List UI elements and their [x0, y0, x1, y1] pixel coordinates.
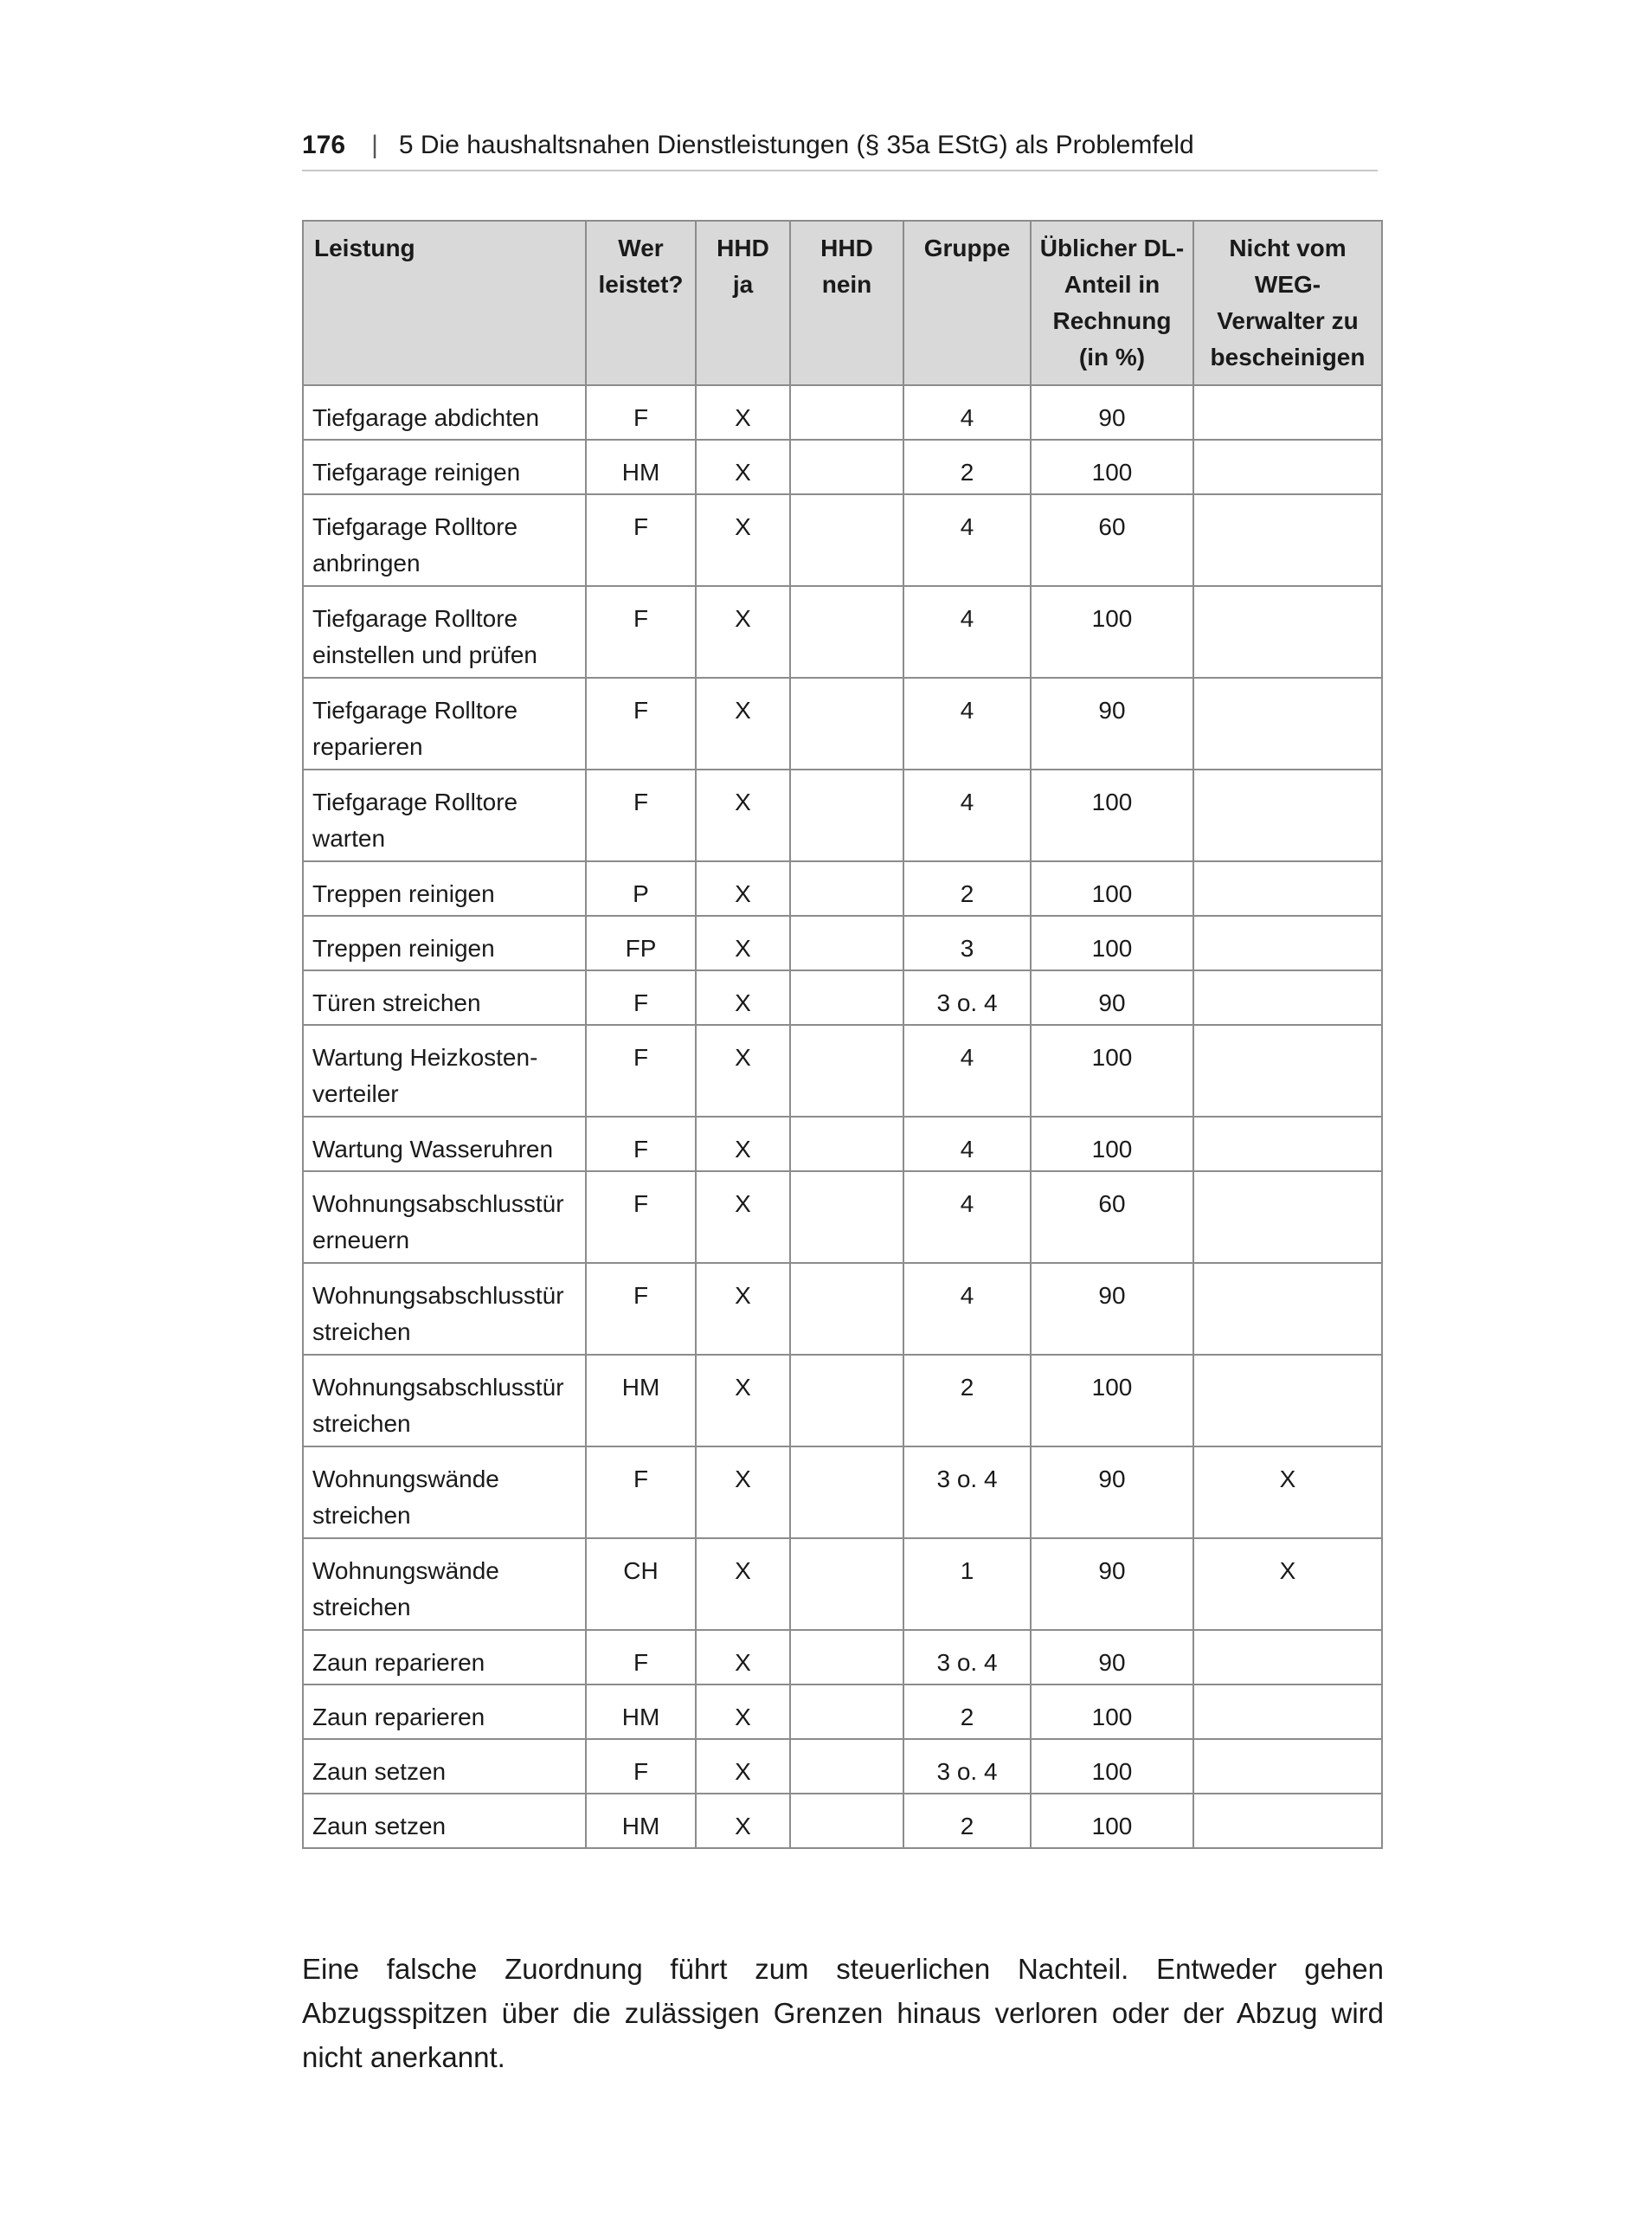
- cell-leistung: Zaun setzen: [303, 1794, 586, 1848]
- cell-wer-leistet: F: [586, 678, 696, 770]
- cell-gruppe: 4: [903, 770, 1031, 861]
- cell-hhd-ja: X: [696, 1794, 790, 1848]
- cell-hhd-ja: X: [696, 494, 790, 586]
- cell-leistung: Wohnungsabschlusstür streichen: [303, 1355, 586, 1446]
- cell-gruppe: 3 o. 4: [903, 1630, 1031, 1685]
- cell-gruppe: 2: [903, 1685, 1031, 1739]
- cell-gruppe: 3 o. 4: [903, 970, 1031, 1025]
- cell-leistung: Wohnungsabschlusstür erneuern: [303, 1171, 586, 1263]
- cell-hhd-nein: [790, 1355, 903, 1446]
- table-row: [303, 1538, 1382, 1630]
- cell-hhd-nein: [790, 770, 903, 861]
- cell-dl-anteil: 90: [1031, 1446, 1193, 1538]
- cell-wer-leistet: F: [586, 1025, 696, 1117]
- cell-hhd-ja: X: [696, 1263, 790, 1355]
- table-row: [303, 385, 1382, 440]
- table-row: [303, 1794, 1382, 1848]
- cell-gruppe: 2: [903, 1355, 1031, 1446]
- cell-hhd-nein: [790, 1171, 903, 1263]
- cell-wer-leistet: F: [586, 1630, 696, 1685]
- cell-nicht-weg: [1193, 494, 1382, 586]
- cell-leistung: Zaun setzen: [303, 1739, 586, 1794]
- cell-hhd-ja: X: [696, 678, 790, 770]
- cell-leistung: Zaun reparieren: [303, 1630, 586, 1685]
- column-header-gruppe: Gruppe: [903, 221, 1031, 385]
- cell-hhd-ja: X: [696, 916, 790, 970]
- cell-nicht-weg: [1193, 970, 1382, 1025]
- cell-wer-leistet: F: [586, 494, 696, 586]
- cell-dl-anteil: 90: [1031, 385, 1193, 440]
- cell-hhd-ja: X: [696, 1739, 790, 1794]
- table-row: [303, 1263, 1382, 1355]
- cell-leistung: Wohnungsabschlusstür streichen: [303, 1263, 586, 1355]
- cell-wer-leistet: HM: [586, 1794, 696, 1848]
- cell-hhd-nein: [790, 494, 903, 586]
- cell-leistung: Wartung Wasseruhren: [303, 1117, 586, 1171]
- cell-wer-leistet: F: [586, 1446, 696, 1538]
- cell-gruppe: 1: [903, 1538, 1031, 1630]
- cell-leistung: Wohnungswände streichen: [303, 1538, 586, 1630]
- table-row: [303, 1171, 1382, 1263]
- cell-leistung: Treppen reinigen: [303, 916, 586, 970]
- table-row: [303, 1355, 1382, 1446]
- cell-nicht-weg: [1193, 1025, 1382, 1117]
- chapter-title: 5 Die haushaltsnahen Dienstleistungen (§ 35a EStG) als Problemfeld: [398, 131, 1194, 159]
- cell-nicht-weg: [1193, 1739, 1382, 1794]
- cell-gruppe: 3 o. 4: [903, 1446, 1031, 1538]
- cell-hhd-ja: X: [696, 770, 790, 861]
- cell-dl-anteil: 100: [1031, 916, 1193, 970]
- cell-hhd-ja: X: [696, 1685, 790, 1739]
- cell-wer-leistet: HM: [586, 1685, 696, 1739]
- cell-nicht-weg: [1193, 440, 1382, 494]
- cell-hhd-nein: [790, 1263, 903, 1355]
- cell-dl-anteil: 100: [1031, 1025, 1193, 1117]
- cell-nicht-weg: [1193, 916, 1382, 970]
- column-header-hhd-nein: HHD nein: [790, 221, 903, 385]
- cell-hhd-nein: [790, 1794, 903, 1848]
- cell-leistung: Tiefgarage reinigen: [303, 440, 586, 494]
- column-header-hhd-ja: HHD ja: [696, 221, 790, 385]
- cell-wer-leistet: P: [586, 861, 696, 916]
- cell-hhd-nein: [790, 1446, 903, 1538]
- table-row: [303, 1446, 1382, 1538]
- cell-hhd-ja: X: [696, 385, 790, 440]
- cell-dl-anteil: 100: [1031, 861, 1193, 916]
- cell-hhd-nein: [790, 970, 903, 1025]
- cell-gruppe: 2: [903, 440, 1031, 494]
- cell-gruppe: 4: [903, 494, 1031, 586]
- cell-hhd-ja: X: [696, 1446, 790, 1538]
- table-row: [303, 586, 1382, 678]
- cell-hhd-ja: X: [696, 861, 790, 916]
- body-paragraph: Eine falsche Zuordnung führt zum steuerlichen Nachteil. Entweder gehen Abzugsspitzen über die zulässigen Grenzen hinaus verloren oder der Abzug wird nicht anerkannt.: [302, 1953, 1384, 2073]
- cell-leistung: Tiefgarage Rolltore reparieren: [303, 678, 586, 770]
- cell-dl-anteil: 90: [1031, 1630, 1193, 1685]
- cell-hhd-ja: X: [696, 1538, 790, 1630]
- cell-hhd-nein: [790, 440, 903, 494]
- cell-leistung: Tiefgarage Rolltore anbringen: [303, 494, 586, 586]
- column-header-wer-leistet: Wer leistet?: [586, 221, 696, 385]
- table-row: [303, 1117, 1382, 1171]
- cell-hhd-nein: [790, 1025, 903, 1117]
- cell-gruppe: 4: [903, 586, 1031, 678]
- cell-nicht-weg: [1193, 385, 1382, 440]
- table-row: [303, 494, 1382, 586]
- cell-hhd-nein: [790, 586, 903, 678]
- cell-hhd-ja: X: [696, 1117, 790, 1171]
- cell-wer-leistet: F: [586, 1263, 696, 1355]
- cell-hhd-nein: [790, 1685, 903, 1739]
- cell-dl-anteil: 90: [1031, 1538, 1193, 1630]
- cell-nicht-weg: [1193, 1630, 1382, 1685]
- cell-nicht-weg: X: [1193, 1446, 1382, 1538]
- table-row: [303, 916, 1382, 970]
- cell-nicht-weg: [1193, 678, 1382, 770]
- cell-gruppe: 4: [903, 1171, 1031, 1263]
- cell-hhd-nein: [790, 1739, 903, 1794]
- cell-gruppe: 4: [903, 1025, 1031, 1117]
- cell-dl-anteil: 90: [1031, 678, 1193, 770]
- running-head: [302, 121, 1378, 171]
- cell-leistung: Tiefgarage Rolltore warten: [303, 770, 586, 861]
- cell-leistung: Türen streichen: [303, 970, 586, 1025]
- cell-dl-anteil: 100: [1031, 1117, 1193, 1171]
- cell-hhd-ja: X: [696, 970, 790, 1025]
- cell-wer-leistet: FP: [586, 916, 696, 970]
- cell-nicht-weg: [1193, 1263, 1382, 1355]
- cell-leistung: Wohnungswände streichen: [303, 1446, 586, 1538]
- cell-gruppe: 4: [903, 678, 1031, 770]
- cell-wer-leistet: HM: [586, 1355, 696, 1446]
- cell-wer-leistet: F: [586, 586, 696, 678]
- cell-dl-anteil: 60: [1031, 1171, 1193, 1263]
- table-row: [303, 1630, 1382, 1685]
- table-row: [303, 1025, 1382, 1117]
- cell-nicht-weg: X: [1193, 1538, 1382, 1630]
- table-header-row: [303, 221, 1382, 385]
- table-row: [303, 440, 1382, 494]
- cell-nicht-weg: [1193, 1794, 1382, 1848]
- cell-wer-leistet: F: [586, 970, 696, 1025]
- cell-hhd-nein: [790, 385, 903, 440]
- cell-nicht-weg: [1193, 1355, 1382, 1446]
- header-separator: |: [371, 131, 378, 159]
- cell-wer-leistet: F: [586, 385, 696, 440]
- cell-gruppe: 3 o. 4: [903, 1739, 1031, 1794]
- column-header-nicht-weg: Nicht vom WEG-Verwalter zu bescheinigen: [1193, 221, 1382, 385]
- cell-nicht-weg: [1193, 861, 1382, 916]
- cell-leistung: Zaun reparieren: [303, 1685, 586, 1739]
- cell-dl-anteil: 90: [1031, 1263, 1193, 1355]
- cell-hhd-ja: X: [696, 440, 790, 494]
- cell-gruppe: 4: [903, 385, 1031, 440]
- cell-dl-anteil: 100: [1031, 586, 1193, 678]
- table-row: [303, 861, 1382, 916]
- cell-hhd-nein: [790, 678, 903, 770]
- services-table: [302, 220, 1383, 1849]
- cell-dl-anteil: 100: [1031, 1794, 1193, 1848]
- cell-gruppe: 4: [903, 1263, 1031, 1355]
- cell-nicht-weg: [1193, 1171, 1382, 1263]
- column-header-leistung: Leistung: [303, 221, 586, 385]
- cell-gruppe: 2: [903, 1794, 1031, 1848]
- cell-nicht-weg: [1193, 1685, 1382, 1739]
- cell-dl-anteil: 90: [1031, 970, 1193, 1025]
- cell-nicht-weg: [1193, 1117, 1382, 1171]
- cell-leistung: Treppen reinigen: [303, 861, 586, 916]
- cell-nicht-weg: [1193, 586, 1382, 678]
- cell-dl-anteil: 60: [1031, 494, 1193, 586]
- table-body: [303, 385, 1382, 1848]
- cell-hhd-nein: [790, 1630, 903, 1685]
- cell-leistung: Tiefgarage Rolltore einstellen und prüfen: [303, 586, 586, 678]
- cell-gruppe: 3: [903, 916, 1031, 970]
- cell-gruppe: 4: [903, 1117, 1031, 1171]
- column-header-dl-anteil: Üblicher DL-Anteil in Rechnung (in %): [1031, 221, 1193, 385]
- cell-wer-leistet: CH: [586, 1538, 696, 1630]
- table-row: [303, 1739, 1382, 1794]
- table-row: [303, 970, 1382, 1025]
- table-row: [303, 1685, 1382, 1739]
- cell-dl-anteil: 100: [1031, 440, 1193, 494]
- cell-hhd-nein: [790, 1538, 903, 1630]
- cell-leistung: Wartung Heizkosten-verteiler: [303, 1025, 586, 1117]
- cell-hhd-ja: X: [696, 1630, 790, 1685]
- page-number: 176: [302, 131, 346, 159]
- cell-hhd-nein: [790, 916, 903, 970]
- cell-wer-leistet: F: [586, 1117, 696, 1171]
- cell-wer-leistet: F: [586, 770, 696, 861]
- cell-hhd-ja: X: [696, 1355, 790, 1446]
- cell-wer-leistet: F: [586, 1739, 696, 1794]
- cell-dl-anteil: 100: [1031, 770, 1193, 861]
- cell-hhd-ja: X: [696, 1171, 790, 1263]
- cell-hhd-ja: X: [696, 1025, 790, 1117]
- cell-wer-leistet: F: [586, 1171, 696, 1263]
- cell-dl-anteil: 100: [1031, 1355, 1193, 1446]
- cell-gruppe: 2: [903, 861, 1031, 916]
- cell-wer-leistet: HM: [586, 440, 696, 494]
- cell-hhd-nein: [790, 861, 903, 916]
- cell-dl-anteil: 100: [1031, 1685, 1193, 1739]
- table-row: [303, 678, 1382, 770]
- cell-hhd-ja: X: [696, 586, 790, 678]
- cell-nicht-weg: [1193, 770, 1382, 861]
- table-row: [303, 770, 1382, 861]
- cell-hhd-nein: [790, 1117, 903, 1171]
- cell-leistung: Tiefgarage abdichten: [303, 385, 586, 440]
- cell-dl-anteil: 100: [1031, 1739, 1193, 1794]
